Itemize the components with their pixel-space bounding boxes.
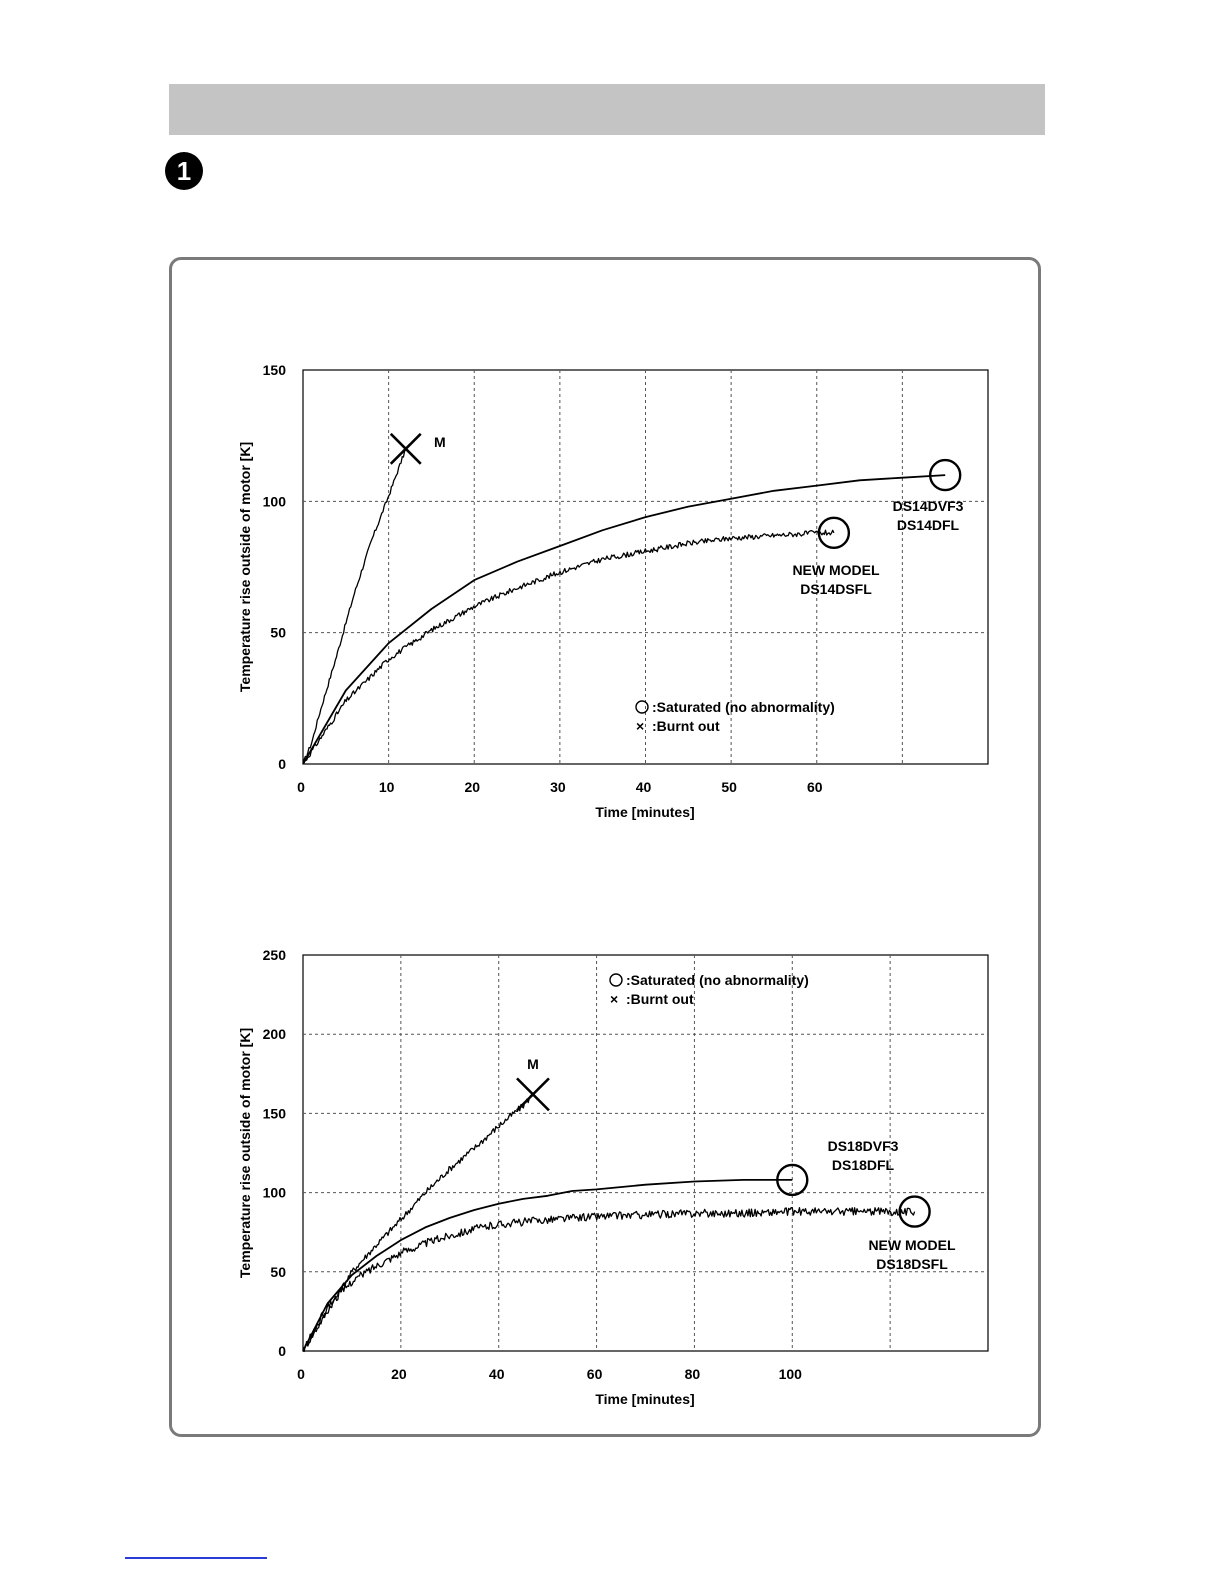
y-tick-label: 100 bbox=[262, 1184, 286, 1201]
x-axis-label: Time [minutes] bbox=[595, 804, 695, 820]
legend-burnt-symbol: × bbox=[636, 718, 645, 734]
footer-rule bbox=[125, 1557, 267, 1559]
y-tick-label: 100 bbox=[262, 493, 286, 510]
y-tick-label: 150 bbox=[262, 362, 286, 378]
series-label: DS14DSFL bbox=[800, 581, 872, 597]
legend-saturated-text: :Saturated (no abnormality) bbox=[652, 699, 835, 715]
y-tick-label: 50 bbox=[270, 624, 286, 641]
legend-burnt-text: :Burnt out bbox=[626, 991, 694, 1007]
series-label: DS18DFL bbox=[831, 1157, 895, 1173]
x-tick-label: 30 bbox=[550, 779, 566, 795]
x-tick-label: 20 bbox=[391, 1366, 407, 1382]
series-label: M bbox=[434, 434, 446, 450]
series-label: DS18DSFL bbox=[876, 1256, 948, 1272]
series-label: DS14DFL bbox=[896, 517, 960, 533]
x-tick-label: 0 bbox=[297, 779, 305, 795]
x-tick-label: 10 bbox=[378, 779, 395, 795]
chart-ds18-temperature-rise bbox=[0, 935, 1224, 1415]
legend-burnt-text: :Burnt out bbox=[652, 718, 720, 734]
x-tick-label: 80 bbox=[684, 1366, 701, 1382]
plot-area bbox=[303, 370, 988, 764]
series-label: NEW MODEL bbox=[792, 562, 880, 578]
step-number-badge: 1 bbox=[165, 152, 203, 190]
chart-ds14-temperature-rise bbox=[0, 350, 1224, 820]
x-tick-label: 60 bbox=[586, 1366, 603, 1382]
series-label: DS14DVF3 bbox=[892, 498, 964, 514]
series-label: M bbox=[527, 1056, 539, 1072]
x-tick-label: 20 bbox=[464, 779, 481, 795]
y-axis-label: Temperature rise outside of motor [K] bbox=[237, 1027, 253, 1279]
legend-burnt-symbol: × bbox=[610, 991, 619, 1007]
series-label: DS18DVF3 bbox=[827, 1138, 899, 1154]
y-tick-label: 150 bbox=[262, 1105, 286, 1122]
x-tick-label: 40 bbox=[635, 779, 652, 795]
y-tick-label: 0 bbox=[278, 756, 286, 772]
y-axis-label: Temperature rise outside of motor [K] bbox=[237, 441, 253, 693]
section-header-bar bbox=[169, 84, 1045, 135]
legend-saturated-text: :Saturated (no abnormality) bbox=[626, 972, 809, 988]
series-label: NEW MODEL bbox=[868, 1237, 956, 1253]
y-tick-label: 50 bbox=[270, 1263, 286, 1280]
x-tick-label: 40 bbox=[488, 1366, 505, 1382]
x-tick-label: 60 bbox=[806, 779, 823, 795]
x-tick-label: 50 bbox=[721, 779, 737, 795]
x-tick-label: 0 bbox=[297, 1366, 305, 1382]
x-axis-label: Time [minutes] bbox=[595, 1391, 695, 1407]
y-tick-label: 250 bbox=[262, 947, 286, 963]
y-tick-label: 0 bbox=[278, 1343, 286, 1359]
y-tick-label: 200 bbox=[262, 1026, 286, 1043]
x-tick-label: 100 bbox=[778, 1366, 802, 1382]
